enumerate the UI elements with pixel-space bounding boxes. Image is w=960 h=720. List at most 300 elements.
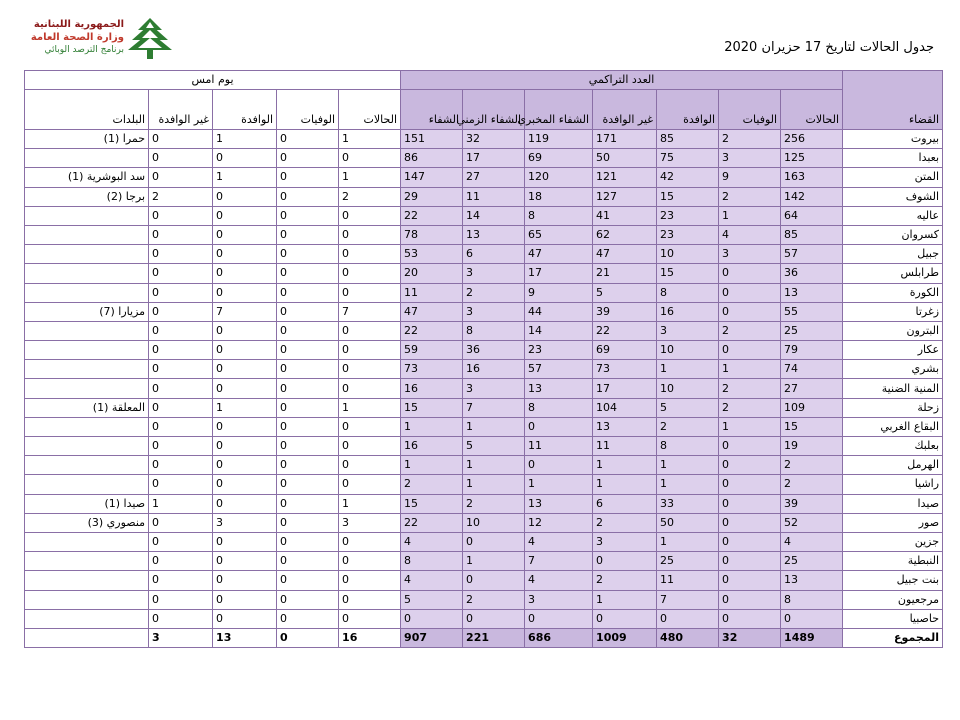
- yesterday-cell: 0: [339, 283, 401, 302]
- yesterday-cell: 0: [277, 168, 339, 187]
- cumulative-cell: 23: [525, 341, 593, 360]
- yesterday-cell: 0: [213, 283, 277, 302]
- yesterday-cell: 7: [339, 302, 401, 321]
- cumulative-cell: 0: [463, 609, 525, 628]
- district-cell: بعلبك: [843, 437, 943, 456]
- yesterday-cell: 0: [149, 360, 213, 379]
- cumulative-cell: 8: [525, 398, 593, 417]
- cumulative-cell: 15: [401, 398, 463, 417]
- cumulative-cell: 2: [781, 475, 843, 494]
- towns-cell: [25, 609, 149, 628]
- yesterday-cell: 0: [149, 130, 213, 149]
- district-cell: المجموع: [843, 628, 943, 647]
- cumulative-cell: 1: [401, 456, 463, 475]
- towns-cell: [25, 628, 149, 647]
- yesterday-cell: 1: [339, 168, 401, 187]
- cumulative-cell: 1: [719, 206, 781, 225]
- cumulative-cell: 13: [781, 283, 843, 302]
- cumulative-cell: 0: [525, 609, 593, 628]
- cumulative-cell: 1: [463, 417, 525, 436]
- yesterday-cell: 0: [149, 571, 213, 590]
- cumulative-cell: 1: [463, 475, 525, 494]
- district-cell: صور: [843, 513, 943, 532]
- yesterday-cell: 0: [149, 264, 213, 283]
- cumulative-cell: 2: [593, 513, 657, 532]
- cumulative-cell: 10: [657, 379, 719, 398]
- yesterday-cell: 0: [277, 245, 339, 264]
- yesterday-cell: 0: [149, 417, 213, 436]
- cumulative-cell: 12: [525, 513, 593, 532]
- cumulative-cell: 104: [593, 398, 657, 417]
- yesterday-cell: 0: [277, 130, 339, 149]
- cumulative-cell: 1: [657, 475, 719, 494]
- yesterday-cell: 0: [339, 225, 401, 244]
- cumulative-cell: 0: [657, 609, 719, 628]
- cumulative-cell: 14: [525, 321, 593, 340]
- cumulative-cell: 74: [781, 360, 843, 379]
- yesterday-cell: 0: [277, 609, 339, 628]
- yesterday-cell: 0: [213, 245, 277, 264]
- yesterday-cell: 3: [339, 513, 401, 532]
- yesterday-cell: 0: [339, 417, 401, 436]
- cumulative-cell: 0: [781, 609, 843, 628]
- cumulative-cell: 69: [525, 149, 593, 168]
- district-cell: جبيل: [843, 245, 943, 264]
- yesterday-cell: 0: [339, 475, 401, 494]
- cumulative-cell: 19: [781, 437, 843, 456]
- towns-cell: [25, 225, 149, 244]
- yesterday-cell: 0: [339, 245, 401, 264]
- district-cell: النبطية: [843, 552, 943, 571]
- cumulative-cell: 47: [401, 302, 463, 321]
- total-row: [25, 628, 943, 647]
- yesterday-cell: 1: [339, 130, 401, 149]
- yesterday-cell: 0: [213, 379, 277, 398]
- cedar-icon: [126, 16, 174, 62]
- cumulative-cell: 3: [525, 590, 593, 609]
- cumulative-cell: 147: [401, 168, 463, 187]
- cumulative-cell: 907: [401, 628, 463, 647]
- cumulative-cell: 16: [401, 437, 463, 456]
- cumulative-cell: 1: [401, 417, 463, 436]
- cumulative-cell: 1: [463, 456, 525, 475]
- cumulative-cell: 27: [463, 168, 525, 187]
- table-row: [25, 264, 943, 283]
- cumulative-cell: 1: [525, 475, 593, 494]
- cumulative-cell: 1: [719, 417, 781, 436]
- col-deaths: الوفيات: [719, 90, 781, 130]
- cumulative-cell: 39: [593, 302, 657, 321]
- cumulative-cell: 121: [593, 168, 657, 187]
- yesterday-cell: 0: [213, 321, 277, 340]
- cumulative-cell: 221: [463, 628, 525, 647]
- cumulative-cell: 2: [781, 456, 843, 475]
- yesterday-cell: 0: [277, 628, 339, 647]
- district-cell: المتن: [843, 168, 943, 187]
- yesterday-cell: 0: [339, 341, 401, 360]
- towns-cell: [25, 206, 149, 225]
- cumulative-cell: 5: [657, 398, 719, 417]
- yesterday-cell: 0: [213, 571, 277, 590]
- yesterday-cell: 16: [339, 628, 401, 647]
- cumulative-cell: 0: [719, 513, 781, 532]
- cumulative-cell: 3: [719, 149, 781, 168]
- cumulative-cell: 7: [463, 398, 525, 417]
- cumulative-cell: 8: [401, 552, 463, 571]
- table-row: [25, 341, 943, 360]
- yesterday-cell: 0: [149, 456, 213, 475]
- towns-cell: [25, 437, 149, 456]
- yesterday-cell: 1: [213, 398, 277, 417]
- cumulative-cell: 6: [593, 494, 657, 513]
- district-cell: عاليه: [843, 206, 943, 225]
- cumulative-cell: 8: [657, 283, 719, 302]
- cumulative-cell: 15: [657, 187, 719, 206]
- cumulative-cell: 59: [401, 341, 463, 360]
- towns-cell: [25, 552, 149, 571]
- cumulative-cell: 1: [657, 532, 719, 551]
- cumulative-cell: 64: [781, 206, 843, 225]
- towns-cell: سد البوشرية (1): [25, 168, 149, 187]
- cumulative-cell: 75: [657, 149, 719, 168]
- cumulative-cell: 1: [657, 456, 719, 475]
- cumulative-cell: 17: [593, 379, 657, 398]
- cumulative-cell: 41: [593, 206, 657, 225]
- yesterday-cell: 0: [339, 206, 401, 225]
- cumulative-cell: 17: [463, 149, 525, 168]
- yesterday-cell: 0: [339, 590, 401, 609]
- towns-cell: [25, 456, 149, 475]
- yesterday-cell: 0: [277, 283, 339, 302]
- table-row: [25, 360, 943, 379]
- cumulative-cell: 1: [593, 475, 657, 494]
- yesterday-cell: 0: [277, 398, 339, 417]
- cumulative-cell: 3: [463, 302, 525, 321]
- cumulative-cell: 0: [463, 571, 525, 590]
- yesterday-cell: 0: [339, 532, 401, 551]
- yesterday-cell: 0: [339, 456, 401, 475]
- cumulative-cell: 0: [719, 590, 781, 609]
- cumulative-cell: 7: [525, 552, 593, 571]
- cumulative-cell: 686: [525, 628, 593, 647]
- cumulative-cell: 3: [463, 379, 525, 398]
- district-cell: عكار: [843, 341, 943, 360]
- cumulative-cell: 2: [593, 571, 657, 590]
- table-row: [25, 379, 943, 398]
- cumulative-cell: 4: [525, 532, 593, 551]
- cumulative-cell: 171: [593, 130, 657, 149]
- yesterday-cell: 3: [149, 628, 213, 647]
- cumulative-cell: 39: [781, 494, 843, 513]
- yesterday-cell: 0: [277, 590, 339, 609]
- district-cell: زحلة: [843, 398, 943, 417]
- cumulative-cell: 16: [463, 360, 525, 379]
- cumulative-cell: 0: [719, 475, 781, 494]
- towns-cell: [25, 532, 149, 551]
- cumulative-cell: 36: [463, 341, 525, 360]
- cumulative-header: العدد التراكمي: [401, 71, 843, 90]
- yesterday-cell: 0: [213, 552, 277, 571]
- cumulative-cell: 79: [781, 341, 843, 360]
- cumulative-cell: 1: [593, 590, 657, 609]
- cumulative-cell: 5: [463, 437, 525, 456]
- yesterday-cell: 0: [149, 590, 213, 609]
- col-yest-deaths: الوفيات: [277, 90, 339, 130]
- cumulative-cell: 11: [657, 571, 719, 590]
- towns-cell: [25, 571, 149, 590]
- logo-line-2: وزارة الصحة العامة: [30, 32, 124, 43]
- cumulative-cell: 18: [525, 187, 593, 206]
- district-cell: جزين: [843, 532, 943, 551]
- cumulative-cell: 53: [401, 245, 463, 264]
- table-row: [25, 225, 943, 244]
- cumulative-cell: 25: [781, 552, 843, 571]
- yesterday-header: يوم امس: [25, 71, 401, 90]
- col-towns: البلدات: [25, 90, 149, 130]
- yesterday-cell: 0: [277, 494, 339, 513]
- yesterday-cell: 0: [149, 609, 213, 628]
- cumulative-cell: 85: [657, 130, 719, 149]
- cumulative-cell: 69: [593, 341, 657, 360]
- table-row: [25, 187, 943, 206]
- yesterday-cell: 0: [149, 206, 213, 225]
- yesterday-cell: 0: [149, 149, 213, 168]
- cumulative-cell: 0: [719, 609, 781, 628]
- cumulative-cell: 2: [463, 283, 525, 302]
- yesterday-cell: 0: [277, 475, 339, 494]
- cumulative-cell: 57: [781, 245, 843, 264]
- cumulative-cell: 11: [463, 187, 525, 206]
- cumulative-cell: 22: [401, 206, 463, 225]
- cumulative-cell: 0: [401, 609, 463, 628]
- yesterday-cell: 0: [277, 379, 339, 398]
- table-row: [25, 552, 943, 571]
- cumulative-cell: 127: [593, 187, 657, 206]
- cumulative-cell: 27: [781, 379, 843, 398]
- cumulative-cell: 22: [401, 321, 463, 340]
- cumulative-cell: 142: [781, 187, 843, 206]
- table-row: [25, 456, 943, 475]
- yesterday-cell: 0: [339, 379, 401, 398]
- cumulative-cell: 0: [525, 417, 593, 436]
- yesterday-cell: 0: [277, 552, 339, 571]
- towns-cell: صيدا (1): [25, 494, 149, 513]
- cumulative-cell: 78: [401, 225, 463, 244]
- district-cell: بيروت: [843, 130, 943, 149]
- yesterday-cell: 0: [149, 302, 213, 321]
- cumulative-cell: 55: [781, 302, 843, 321]
- cumulative-cell: 3: [463, 264, 525, 283]
- cumulative-cell: 8: [781, 590, 843, 609]
- cumulative-cell: 3: [593, 532, 657, 551]
- cumulative-cell: 109: [781, 398, 843, 417]
- cumulative-cell: 25: [781, 321, 843, 340]
- cumulative-cell: 32: [719, 628, 781, 647]
- cumulative-cell: 2: [657, 417, 719, 436]
- cumulative-cell: 62: [593, 225, 657, 244]
- yesterday-cell: 0: [213, 341, 277, 360]
- yesterday-cell: 0: [213, 456, 277, 475]
- district-cell: طرابلس: [843, 264, 943, 283]
- yesterday-cell: 0: [277, 456, 339, 475]
- col-imported: الوافدة: [657, 90, 719, 130]
- col-local: غير الوافدة: [593, 90, 657, 130]
- yesterday-cell: 0: [213, 590, 277, 609]
- yesterday-cell: 0: [213, 417, 277, 436]
- yesterday-cell: 0: [277, 302, 339, 321]
- cumulative-cell: 47: [525, 245, 593, 264]
- cumulative-cell: 4: [401, 532, 463, 551]
- district-cell: الكورة: [843, 283, 943, 302]
- cumulative-cell: 3: [719, 245, 781, 264]
- cumulative-cell: 47: [593, 245, 657, 264]
- yesterday-cell: 0: [149, 379, 213, 398]
- col-yest-cases: الحالات: [339, 90, 401, 130]
- cumulative-cell: 22: [593, 321, 657, 340]
- cumulative-cell: 10: [657, 245, 719, 264]
- yesterday-cell: 2: [149, 187, 213, 206]
- cumulative-cell: 10: [463, 513, 525, 532]
- cumulative-cell: 0: [593, 609, 657, 628]
- col-recovered: الشفاء: [401, 90, 463, 130]
- district-cell: بنت جبيل: [843, 571, 943, 590]
- district-cell: مرجعيون: [843, 590, 943, 609]
- cumulative-cell: 13: [781, 571, 843, 590]
- cumulative-cell: 73: [593, 360, 657, 379]
- table-row: [25, 245, 943, 264]
- yesterday-cell: 0: [277, 513, 339, 532]
- table-row: [25, 417, 943, 436]
- cumulative-cell: 9: [719, 168, 781, 187]
- district-cell: بعبدا: [843, 149, 943, 168]
- yesterday-cell: 0: [213, 264, 277, 283]
- yesterday-cell: 0: [277, 341, 339, 360]
- district-cell: الشوف: [843, 187, 943, 206]
- table-row: [25, 475, 943, 494]
- towns-cell: [25, 341, 149, 360]
- towns-cell: [25, 264, 149, 283]
- yesterday-cell: 7: [213, 302, 277, 321]
- towns-cell: [25, 245, 149, 264]
- towns-cell: المعلقة (1): [25, 398, 149, 417]
- yesterday-cell: 0: [149, 168, 213, 187]
- cumulative-cell: 2: [719, 398, 781, 417]
- cumulative-cell: 50: [657, 513, 719, 532]
- yesterday-cell: 0: [213, 475, 277, 494]
- cumulative-cell: 4: [525, 571, 593, 590]
- yesterday-cell: 0: [149, 398, 213, 417]
- yesterday-cell: 0: [277, 532, 339, 551]
- table-row: [25, 609, 943, 628]
- cumulative-cell: 13: [525, 379, 593, 398]
- district-cell: راشيا: [843, 475, 943, 494]
- col-yest-local: غير الوافدة: [149, 90, 213, 130]
- cumulative-cell: 2: [463, 590, 525, 609]
- cumulative-cell: 65: [525, 225, 593, 244]
- cumulative-cell: 0: [719, 302, 781, 321]
- logo-line-3: برنامج الترصد الوبائي: [44, 45, 124, 55]
- cumulative-cell: 0: [719, 552, 781, 571]
- col-cases: الحالات: [781, 90, 843, 130]
- district-cell: المنية الضنية: [843, 379, 943, 398]
- district-cell: كسروان: [843, 225, 943, 244]
- cumulative-cell: 0: [719, 456, 781, 475]
- cumulative-cell: 4: [719, 225, 781, 244]
- yesterday-cell: 0: [213, 609, 277, 628]
- cumulative-cell: 0: [719, 264, 781, 283]
- cumulative-cell: 13: [593, 417, 657, 436]
- district-cell: حاصبيا: [843, 609, 943, 628]
- yesterday-cell: 0: [149, 437, 213, 456]
- yesterday-cell: 0: [277, 187, 339, 206]
- cumulative-cell: 86: [401, 149, 463, 168]
- cumulative-cell: 4: [401, 571, 463, 590]
- cumulative-cell: 151: [401, 130, 463, 149]
- cumulative-cell: 1: [463, 552, 525, 571]
- cumulative-cell: 8: [463, 321, 525, 340]
- cumulative-cell: 2: [463, 494, 525, 513]
- yesterday-cell: 0: [277, 149, 339, 168]
- cumulative-cell: 50: [593, 149, 657, 168]
- cumulative-cell: 23: [657, 225, 719, 244]
- yesterday-cell: 0: [339, 149, 401, 168]
- towns-cell: برجا (2): [25, 187, 149, 206]
- yesterday-cell: 0: [277, 206, 339, 225]
- district-cell: زغرتا: [843, 302, 943, 321]
- cumulative-cell: 8: [525, 206, 593, 225]
- yesterday-cell: 0: [149, 552, 213, 571]
- cumulative-cell: 15: [401, 494, 463, 513]
- cumulative-cell: 52: [781, 513, 843, 532]
- cumulative-cell: 33: [657, 494, 719, 513]
- col-recovered-lab: الشفاء المخبري: [525, 90, 593, 130]
- table-row: [25, 168, 943, 187]
- yesterday-cell: 0: [213, 149, 277, 168]
- yesterday-cell: 1: [213, 168, 277, 187]
- logo-text: [24, 18, 124, 56]
- yesterday-cell: 0: [339, 437, 401, 456]
- cumulative-cell: 2: [719, 379, 781, 398]
- cumulative-cell: 29: [401, 187, 463, 206]
- yesterday-cell: 0: [277, 225, 339, 244]
- cumulative-cell: 21: [593, 264, 657, 283]
- cumulative-cell: 480: [657, 628, 719, 647]
- cumulative-cell: 20: [401, 264, 463, 283]
- cumulative-cell: 1: [719, 360, 781, 379]
- cumulative-cell: 4: [781, 532, 843, 551]
- towns-cell: [25, 283, 149, 302]
- yesterday-cell: 0: [213, 437, 277, 456]
- towns-cell: منصوري (3): [25, 513, 149, 532]
- towns-cell: [25, 590, 149, 609]
- yesterday-cell: 0: [149, 341, 213, 360]
- yesterday-cell: 13: [213, 628, 277, 647]
- towns-cell: حمرا (1): [25, 130, 149, 149]
- yesterday-cell: 0: [149, 245, 213, 264]
- cumulative-cell: 7: [657, 590, 719, 609]
- yesterday-cell: 0: [213, 494, 277, 513]
- cumulative-cell: 14: [463, 206, 525, 225]
- towns-cell: [25, 417, 149, 436]
- cumulative-cell: 85: [781, 225, 843, 244]
- cumulative-cell: 125: [781, 149, 843, 168]
- cumulative-cell: 0: [719, 283, 781, 302]
- yesterday-cell: 0: [339, 360, 401, 379]
- cumulative-cell: 17: [525, 264, 593, 283]
- yesterday-cell: 0: [149, 225, 213, 244]
- yesterday-cell: 3: [213, 513, 277, 532]
- district-cell: الهرمل: [843, 456, 943, 475]
